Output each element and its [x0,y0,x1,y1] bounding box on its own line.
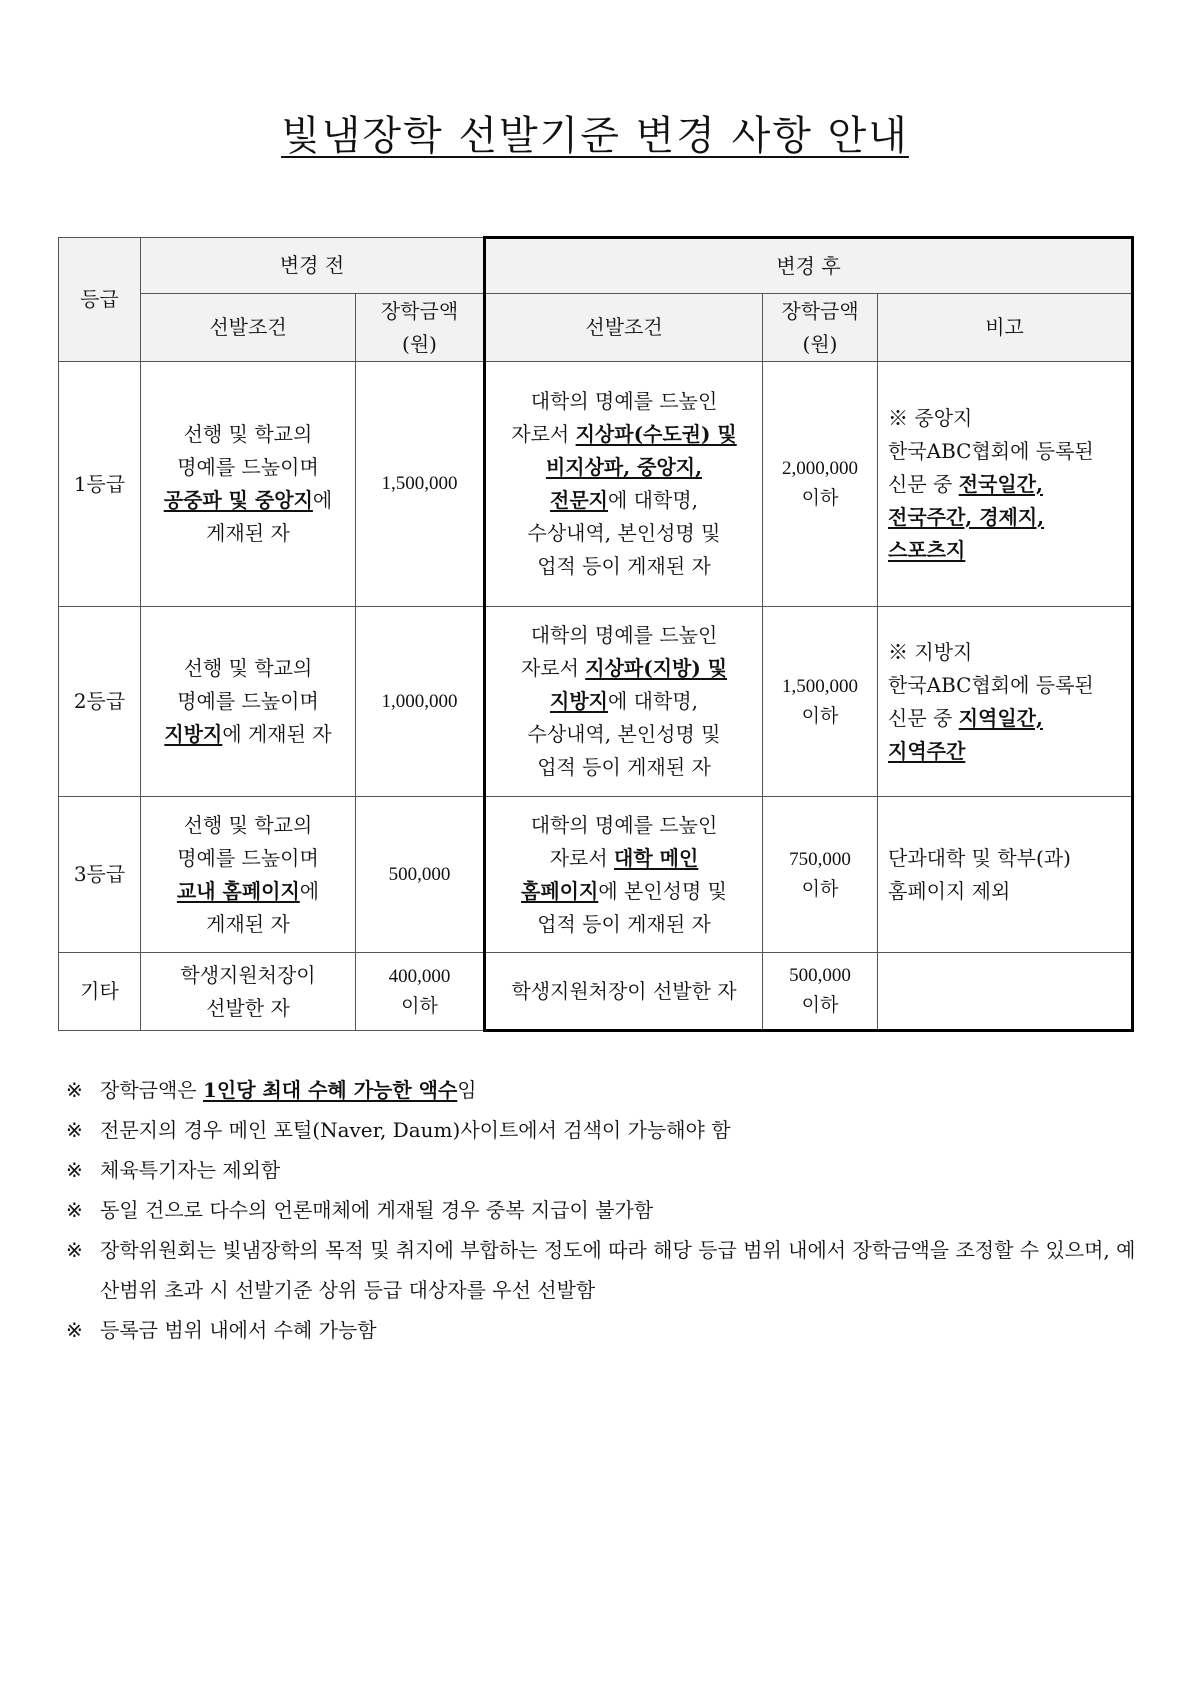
criteria-table [58,236,1134,1032]
before-condition-cell: 선행 및 학교의 명예를 드높이며 지방지에 게재된 자 [141,607,356,797]
before-header: 변경 전 [141,238,485,294]
after-amount-cell: 2,000,000 이하 [763,362,878,607]
before-amount-cell: 1,000,000 [356,607,485,797]
after-condition-cell: 대학의 명예를 드높인 자로서 지상파(수도권) 및 비지상파, 중앙지, 전문지에 대학명, 수상내역, 본인성명 및 업적 등이 게재된 자 [485,362,763,607]
after-amount-cell: 1,500,000 이하 [763,607,878,797]
table-row [59,953,1133,1031]
after-condition-cell: 대학의 명예를 드높인 자로서 대학 메인 홈페이지에 본인성명 및 업적 등이 게재된 자 [485,797,763,953]
table-header-row [59,238,1133,294]
after-condition-cell: 학생지원처장이 선발한 자 [485,953,763,1031]
before-condition-cell: 선행 및 학교의 명예를 드높이며 교내 홈페이지에 게재된 자 [141,797,356,953]
before-condition-cell: 학생지원처장이 선발한 자 [141,953,356,1031]
remark-cell: ※ 중앙지 한국ABC협회에 등록된 신문 중 전국일간, 전국주간, 경제지, 스포츠지 [878,362,1133,607]
note-item: ※ 전문지의 경우 메인 포털(Naver, Daum)사이트에서 검색이 가능해야 함 [66,1118,731,1142]
note-item: ※ 등록금 범위 내에서 수혜 가능함 [66,1318,377,1342]
table-row [59,797,1133,953]
table-row [59,362,1133,607]
note-item: ※ 장학위원회는 빛냄장학의 목적 및 취지에 부합하는 정도에 따라 해당 등급 범위 내에서 장학금액을 조정할 수 있으며, 예산범위 초과 시 선발기준 상위 등급 대상자를 우선 선발함 [66,1238,1136,1302]
after-condition-cell: 대학의 명예를 드높인 자로서 지상파(지방) 및 지방지에 대학명, 수상내역, 본인성명 및 업적 등이 게재된 자 [485,607,763,797]
note-item: ※ 동일 건으로 다수의 언론매체에 게재될 경우 중복 지급이 불가함 [66,1198,654,1222]
remark-header: 비고 [878,294,1133,362]
table-row [59,607,1133,797]
table-subheader-row [59,294,1133,362]
remark-cell [878,953,1133,1031]
grade-cell: 기타 [59,953,141,1031]
after-condition-header: 선발조건 [485,294,763,362]
grade-cell: 3등급 [59,797,141,953]
after-amount-cell: 500,000 이하 [763,953,878,1031]
grade-cell: 2등급 [59,607,141,797]
before-amount-header: 장학금액 (원) [356,294,485,362]
after-amount-header: 장학금액 (원) [763,294,878,362]
remark-cell: ※ 지방지 한국ABC협회에 등록된 신문 중 지역일간, 지역주간 [878,607,1133,797]
before-amount-cell: 400,000 이하 [356,953,485,1031]
before-condition-cell: 선행 및 학교의 명예를 드높이며 공중파 및 중앙지에 게재된 자 [141,362,356,607]
after-header: 변경 후 [485,238,1133,294]
grade-header: 등급 [59,238,141,362]
before-condition-header: 선발조건 [141,294,356,362]
before-amount-cell: 500,000 [356,797,485,953]
page-title: 빛냄장학 선발기준 변경 사항 안내 [281,113,909,159]
note-item: ※ 장학금액은 1인당 최대 수혜 가능한 액수임 [66,1078,477,1102]
before-amount-cell: 1,500,000 [356,362,485,607]
note-item: ※ 체육특기자는 제외함 [66,1158,281,1182]
remark-cell: 단과대학 및 학부(과) 홈페이지 제외 [878,797,1133,953]
after-amount-cell: 750,000 이하 [763,797,878,953]
notes-list [66,1070,1141,1350]
grade-cell: 1등급 [59,362,141,607]
